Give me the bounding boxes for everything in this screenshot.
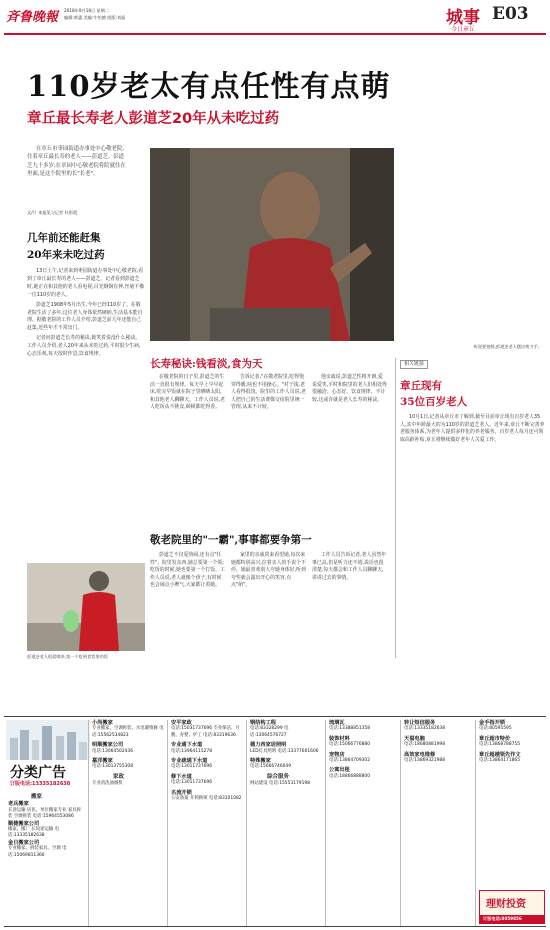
- classifieds-column-2: [92, 720, 164, 788]
- woman-photo-illustration: [27, 563, 145, 651]
- section-sub: 今日章丘: [451, 26, 476, 33]
- ad-text: 电话:80595595: [479, 726, 512, 732]
- section1-title-2: 20年来未吃过药: [27, 249, 105, 261]
- bottom-rule: [4, 926, 546, 927]
- ad-text: 电话:13011737696: [171, 780, 212, 786]
- ad-text: 电话:13013755308: [92, 764, 133, 770]
- photo1-caption: 彭道芝老人很爱喝茶,第一个吃到食堂里的饭: [27, 654, 108, 659]
- ad-name: 专业疏通下水道: [171, 758, 208, 765]
- ad-name: 转让短信服务: [404, 720, 436, 726]
- section3-col1: 彭道芝不仅爱热闹,还有点"任性"。院里发东西,她总要第一个领;吃饭的时候,她也要第一个打饭。工作人员说,老人就像个孩子,有时候也会闹点小脾气,大家都让着她。: [150, 552, 225, 589]
- header-rule: [4, 33, 546, 35]
- section-name: 城事: [446, 8, 480, 28]
- ad-name: 装饰材料: [329, 735, 350, 742]
- classifieds-column-6: [404, 720, 472, 764]
- ad-name: 公寓出租: [329, 767, 350, 774]
- headline: 110岁老太有点任性有点萌: [27, 69, 391, 103]
- ad-text: 专业清洗油烟机: [92, 781, 123, 787]
- classifieds-column-7: [479, 720, 545, 764]
- related-title-1: 章丘现有: [400, 380, 442, 392]
- ad-name: 安平家政: [171, 720, 192, 726]
- ad-text: LED灯具照明 电话:13377601606: [250, 748, 319, 754]
- ad-name: 老兵搬家: [8, 801, 29, 808]
- investment-ad: [479, 890, 545, 924]
- ad-name: 高效家电维修: [404, 751, 436, 758]
- ad-name: 章丘超市特价: [479, 735, 511, 742]
- ad-name: 钢结构工程: [250, 720, 276, 726]
- ad-text: 电话:18680881998: [404, 742, 445, 748]
- section1-title-1: 几年前还能赶集: [27, 232, 101, 244]
- section1-body: 13日上午,记者来到枣园街道办事处中心敬老院,看到了章丘最长寿的老人——彭道芝。记者看到彭道芝时,她正在和其他的老人看电视,目光炯炯有神,丝毫不像一位110岁的老人。 彭道芝1908年5月出生,今年已经110岁了。在敬老院生活了多年,这位老人身体依然硬朗,生活基本能自理。据敬老院的工作人员介绍,彭道芝前几年还能自己赶集,近些年才不常出门。 记者问彭道芝长寿的秘诀,她笑着说没什么秘诀。工作人员介绍,老人20年来从未吃过药,平时很少生病,心态乐观,每天按时作息,饮食规律。: [27, 268, 145, 358]
- ad-name: 顺捷搬家公司: [8, 820, 40, 827]
- section3-col3: 工作人员告诉记者,老人虽然年事已高,但是听力还不错,说话也很清楚,每天都会和工作人员聊聊天,讲讲过去的事情。: [312, 552, 387, 581]
- investment-ad-title: 理财投资: [486, 899, 526, 910]
- date-line: 2018年9月18日 星期二: [64, 8, 110, 13]
- byline: 文/片 本报见习记者 杜彩霞: [27, 210, 78, 215]
- ad-name: 天福电脑: [404, 735, 425, 742]
- ad-name: 特殊搬家: [250, 758, 271, 765]
- related-title-2: 35位百岁老人: [400, 396, 468, 408]
- section2-title: 长寿秘诀:钱看淡,食为天: [150, 358, 263, 370]
- editors-line: 编辑:黄惠 美编:牛怡德 组版:刘磊: [64, 15, 126, 20]
- city-skyline-icon: [6, 720, 90, 760]
- ad-text: 搬家、搬厂 长短途运输 电话:13335182638: [8, 827, 60, 839]
- ad-name: 嘉洋搬家: [92, 758, 113, 765]
- ad-name: 金手指开锁: [479, 720, 505, 726]
- section2-col1: 在敬老院的日子里,彭道芝的生活一直很有规律。每天早上早早起床,吃完早饭就在院子里晒晒太阳,和其他老人聊聊天。工作人员说,老人吃饭从不挑食,顿顿都吃得香。: [150, 374, 225, 411]
- ad-name: 小尚搬家: [92, 720, 113, 726]
- ad-text: 电话:13869321988: [404, 758, 445, 764]
- ad-text: 电话:13868788755: [479, 742, 520, 748]
- related-body: 10月1日,记者从章丘市了解到,截至目前章丘现有百岁老人35人,其中年龄最大的为110岁的彭道芝老人。近年来,章丘不断完善养老服务体系,为老年人提供多样化的养老服务。百岁老人每月还可领取高龄补贴,章丘将继续做好老年人关爱工作。: [400, 414, 545, 443]
- ad-text: 电话:13388851358: [329, 726, 370, 732]
- subhead: 章丘最长寿老人彭道芝20年从未吃过药: [27, 111, 280, 127]
- ad-text: 电话:13864171865: [479, 758, 520, 764]
- elderly-woman-photo-illustration: [150, 148, 394, 341]
- ad-text: 专业搬家、空调拆装、水电暖维修 电话:15562534823: [92, 726, 164, 738]
- classifieds-column-5: [329, 720, 397, 780]
- ad-text: 长途运输 居民、单位搬家专业 家具拆装 空调拆装 电话:15964553086: [8, 807, 82, 820]
- ad-text: 电话:13064502436: [92, 748, 133, 754]
- classifieds-phone: 订版电话:13335182638: [10, 781, 71, 787]
- ad-text: 电话:15666746049: [250, 764, 291, 770]
- ad-text: 电话:15066776880: [329, 742, 370, 748]
- ad-name: 章丘超越领先作文: [479, 751, 521, 758]
- ad-text: 电话:18866888800: [329, 773, 370, 779]
- ad-text: 电话:13964115278: [171, 748, 212, 754]
- section2-col2: 告诉记者,"在敬老院里,吃得饱穿得暖,啥也不用操心。"对于钱,老人看得很淡。院里的工作人员说,老人把自己的生活费都交给院里统一管理,从来不计较。: [231, 374, 306, 411]
- col-divider: [475, 720, 476, 926]
- col-divider: [88, 720, 89, 926]
- ad-text: 电话:15031737696 专业保洁、月嫂、育婴、护工 电话:83319636: [171, 726, 240, 738]
- ad-text: 电话:13335182638: [404, 726, 445, 732]
- lead-paragraph: 在章丘市枣园街道办事处中心敬老院,住着章丘最长寿的老人——彭道芝。彭道芝九十多岁,在章园中心敬老院将院就住在里面,是这个院里的长"长老"。: [27, 146, 126, 178]
- classifieds-column-1: [8, 794, 84, 859]
- newspaper-logo: 斉鲁晚報: [6, 10, 59, 25]
- photo-woman-with-kettle: [27, 563, 145, 651]
- ad-name: 德力西家居照明: [250, 742, 287, 749]
- ad-name: 琉璃瓦: [329, 720, 345, 726]
- ad-text: 网站建设 电话:15553179198: [250, 781, 310, 787]
- ad-text: 专业搬家、拆装家具、空调 电话:15069811366: [8, 846, 67, 858]
- classifieds-column-3: [171, 720, 243, 802]
- classifieds-title: 分类广告: [10, 765, 66, 781]
- main-photo: [150, 148, 394, 341]
- ad-text: 电话:13864709302: [329, 758, 370, 764]
- sidebar-divider: [395, 358, 396, 658]
- ad-name: 名流开锁: [171, 789, 192, 796]
- ad-name: 金日搬家公司: [8, 839, 40, 846]
- section3-col2: 家里的亲戚常来看望她,每次来她都特别高兴,拉着亲人的手说个不停。她最喜欢别人夸她身体好,听到夸奖就会露出开心的笑容,有点"萌"。: [231, 552, 306, 589]
- ad-name: 宠物店: [329, 751, 345, 758]
- classifieds-skyline: [6, 720, 90, 760]
- main-photo-caption: 听说要拍照,彭道芝老人摆出剪刀手。: [473, 344, 542, 349]
- section2-col3: 他亲戚说,彭道芝性格开朗,爱说爱笑,平时和院里的老人们相处得很融洽。心态好、饮食规律、不计较,这或许就是老人长寿的秘诀。: [312, 374, 387, 403]
- col-divider: [325, 720, 326, 926]
- investment-ad-phone: 订版电话:8059856: [480, 915, 544, 923]
- ad-name: 修下水道: [171, 773, 192, 780]
- ad-text: 电话:83328299 电话:13064576727: [250, 726, 289, 738]
- page-number: E03: [492, 4, 529, 24]
- ad-text: 公安备案 开锁换锁 电话:83101082: [171, 796, 242, 802]
- category-label-moving: 搬家: [31, 794, 43, 800]
- ad-name: 专业通下水道: [171, 742, 203, 749]
- ad-text: 电话:13011737696: [171, 764, 212, 770]
- section3-title: 敬老院里的"一霸",事事都要争第一: [150, 534, 312, 546]
- classifieds-rule: [4, 716, 546, 717]
- ad-name: 明顺搬家公司: [92, 742, 124, 749]
- col-divider: [167, 720, 168, 926]
- classifieds-column-4: [250, 720, 322, 788]
- related-tag: 相关链接: [400, 360, 428, 369]
- category-label: 家政: [113, 773, 125, 780]
- category-label: 综合服务: [267, 773, 290, 780]
- col-divider: [246, 720, 247, 926]
- col-divider: [400, 720, 401, 926]
